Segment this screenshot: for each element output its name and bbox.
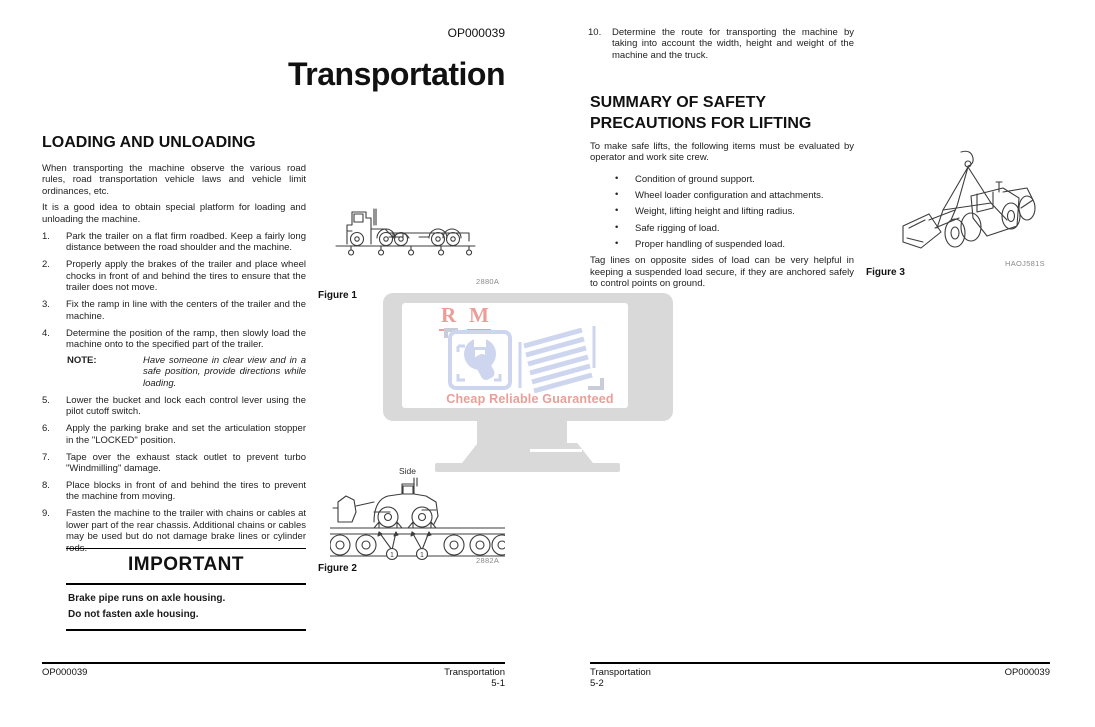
step-number: 9. [42,508,50,520]
list-item: • Safe rigging of load. [590,223,854,234]
figure2-caption: Figure 2 [318,563,357,574]
divider [66,548,306,549]
footer-chapter-page [590,667,651,689]
lifting-section-body [590,141,854,298]
step-number: 1. [42,231,50,242]
figure3-code: HAOJ581S [1005,259,1045,268]
watermark-monitor-base [435,463,620,472]
step-text: Tape over the exhaust stack outlet to prevent turbo "Windmilling" damage. [66,451,306,474]
list-item [588,27,854,61]
section-heading-lifting: SUMMARY OF SAFETY PRECAUTIONS FOR LIFTING [590,94,812,132]
step-text: Place blocks in front of and behind the tires to prevent the machine from moving. [66,479,306,503]
tag-lines-paragraph: Tag lines on opposite sides of load can be very helpful in keeping a suspended load secure, if they are anchored safely to control points on ground. [590,255,854,290]
figure3-caption: Figure 3 [866,267,905,278]
figure1-caption: Figure 1 [318,290,357,301]
section-heading-loading: LOADING AND UNLOADING [42,134,256,151]
watermark-monitor-neck [477,419,567,444]
footer-page-number: 5-1 [491,678,505,689]
footer-chapter-page [444,667,505,689]
figure1-code: 2880A [476,277,500,286]
list-item [42,423,306,446]
loading-steps-list [42,231,306,560]
step-text: Determine the route for transporting the machine by taking into account the width, height and weight of the machine and the truck. [612,27,854,61]
watermark-monitor-pedestal [462,443,593,463]
step-10 [588,27,854,67]
list-item: • Condition of ground support. [590,174,854,185]
doc-code-header: OP000039 [447,26,505,40]
list-item: • Proper handling of suspended load. [590,239,854,250]
footer-chapter: Transportation [444,667,505,678]
watermark-monitor-slot [530,449,582,452]
footer-page-number: 5-2 [590,678,604,689]
lifting-intro: To make safe lifts, the following items must be evaluated by operator and work site crew. [590,141,854,164]
footer-doc-code: OP000039 [1004,667,1050,678]
step-text: Fix the ramp in line with the centers of the trailer and the machine. [66,299,306,322]
step-number: 4. [42,327,50,339]
step-text: Park the trailer on a flat firm roadbed. Keep a fairly long distance between the road shoulder and the machine. [66,231,306,254]
page-title: Transportation [287,56,505,92]
step-number: 3. [42,299,50,311]
step-text: Fasten the machine to the trailer with chains or cables at lower part of the rear chassis. Additional chains or cables may be used but do not damage brake lines or cylinder rods. [66,508,306,554]
right-page-footer [590,662,1050,689]
step-number: 5. [42,394,50,406]
step-number: 6. [42,423,50,435]
figure2-callout-1: 1 [390,552,394,559]
list-item: • Wheel loader configuration and attachments. [590,190,854,201]
list-item [42,231,306,254]
watermark-screen [402,303,628,408]
list-item [42,299,306,322]
figure2-side-label: Side [399,466,417,476]
list-item [42,452,306,475]
list-item [42,395,306,418]
step-text: Properly apply the brakes of the trailer and place wheel chocks in front of and behind the tires to ensure that the trailer does not move. [66,259,306,294]
footer-doc-code: OP000039 [42,667,88,678]
intro-paragraph-2: It is a good idea to obtain special platform for loading and unloading the machine. [42,202,306,225]
watermark-letter-r: R [439,303,458,331]
figure3-lifted-loader-drawing [895,148,1045,268]
step-number: 8. [42,479,50,491]
figure1-truck-drawing [333,197,478,264]
wrench-book-logo-icon [444,324,604,394]
lifting-checklist [590,174,854,251]
note-block [66,355,306,389]
watermark-letter-m: M [467,303,491,331]
step-text: Apply the parking brake and set the articulation stopper in the "LOCKED" position. [66,423,306,446]
watermark-slogan: Cheap Reliable Guaranteed [446,392,614,406]
intro-paragraphs [42,163,306,230]
figure2-loader-on-trailer-drawing [330,472,505,569]
note-label: NOTE: [67,354,97,366]
figure2-code: 2882A [476,556,500,565]
watermark-monitor [383,293,673,421]
important-heading: IMPORTANT [127,554,245,575]
list-item: • Weight, lifting height and lifting radius. [590,206,854,217]
step-text: Lower the bucket and lock each control lever using the pilot cutoff switch. [66,394,306,418]
step-text: Determine the position of the ramp, then slowly load the machine onto to the specified part of the trailer. [66,327,306,351]
important-box [66,583,306,631]
list-item [42,259,306,293]
intro-paragraph-1: When transporting the machine observe the various road rules, road transportation vehicle laws and vehicle limit ordinances, etc. [42,163,306,197]
step-number: 2. [42,259,50,271]
note-text: Have someone in clear view and in a safe position, provide directions while loading. [143,354,306,389]
step-number: 10. [588,27,602,38]
important-notice [66,548,306,631]
left-page-footer [42,662,505,689]
important-line: Brake pipe runs on axle housing. [68,593,226,604]
footer-chapter: Transportation [590,667,651,678]
list-item [42,328,306,390]
list-item [42,480,306,503]
important-line: Do not fasten axle housing. [68,608,199,620]
figure2-callout-2: 1 [420,552,424,559]
step-number: 7. [42,451,50,463]
